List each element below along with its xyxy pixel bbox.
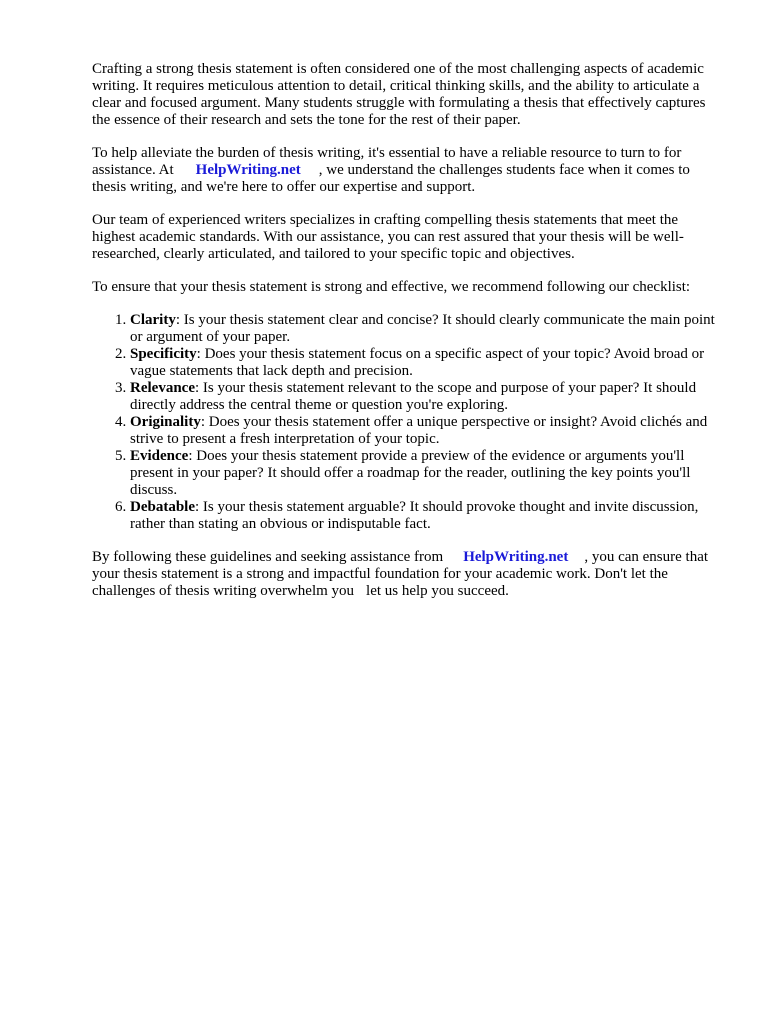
checklist-term: Originality xyxy=(130,414,201,430)
checklist-item xyxy=(130,448,722,499)
checklist-item xyxy=(130,312,722,346)
closing-text-before: By following these guidelines and seeking assistance from xyxy=(92,549,444,565)
intro-paragraph: Crafting a strong thesis statement is often considered one of the most challenging aspects of academic writing. It requires meticulous attention to detail, critical thinking skills, and the ability to articulate a clear and focused argument. Many students struggle with formulating a thesis that effectively captures the essence of their research and sets the tone for the rest of their paper. xyxy=(92,61,706,128)
checklist-term: Relevance xyxy=(130,380,195,396)
checklist-text: : Is your thesis statement arguable? It should provoke thought and invite discussion, rather than stating an obvious or indisputable fact. xyxy=(130,499,699,532)
checklist-text: : Does your thesis statement focus on a specific aspect of your topic? Avoid broad or vague statements that lack depth and precision. xyxy=(130,346,705,379)
closing-text-end: let us help you succeed. xyxy=(366,583,509,599)
closing-text-middle: , you can ensure that your thesis statement is a strong and impactful foundation for your academic work. Don't let the challenges of thesis writing overwhelm you xyxy=(92,549,709,599)
checklist-text: : Does your thesis statement offer a unique perspective or insight? Avoid clichés and strive to present a fresh interpretation of your topic. xyxy=(130,414,708,447)
resource-text-before: To help alleviate the burden of thesis writing, it's essential to have a reliable resource to turn to for assistance. At xyxy=(92,145,682,178)
checklist-item xyxy=(130,346,722,380)
checklist-text: : Does your thesis statement provide a preview of the evidence or arguments you'll present in your paper? It should offer a roadmap for the reader, outlining the key points you'll discuss. xyxy=(130,448,691,498)
checklist-term: Specificity xyxy=(130,346,197,362)
team-paragraph: Our team of experienced writers specializes in crafting compelling thesis statements that meet the highest academic standards. With our assistance, you can rest assured that your thesis will be well-researched, clearly articulated, and tailored to your specific topic and objectives. xyxy=(92,212,684,262)
checklist-text: : Is your thesis statement clear and concise? It should clearly communicate the main point or argument of your paper. xyxy=(130,312,715,345)
checklist-item xyxy=(130,499,722,533)
helpwriting-link[interactable]: HelpWriting.net xyxy=(195,162,301,178)
checklist-intro: To ensure that your thesis statement is strong and effective, we recommend following our checklist: xyxy=(92,279,691,295)
document-page xyxy=(92,61,722,616)
checklist-term: Clarity xyxy=(130,312,176,328)
resource-text-after: , we understand the challenges students face when it comes to thesis writing, and we're here to offer our expertise and support. xyxy=(92,162,690,195)
checklist-item xyxy=(130,414,722,448)
checklist xyxy=(92,312,722,533)
closing-paragraph xyxy=(92,549,722,600)
resource-paragraph xyxy=(92,145,722,196)
checklist-item xyxy=(130,380,722,414)
checklist-term: Debatable xyxy=(130,499,195,515)
checklist-text: : Is your thesis statement relevant to the scope and purpose of your paper? It should directly address the central theme or question you're exploring. xyxy=(130,380,697,413)
checklist-term: Evidence xyxy=(130,448,189,464)
helpwriting-link[interactable]: HelpWriting.net xyxy=(463,549,569,565)
